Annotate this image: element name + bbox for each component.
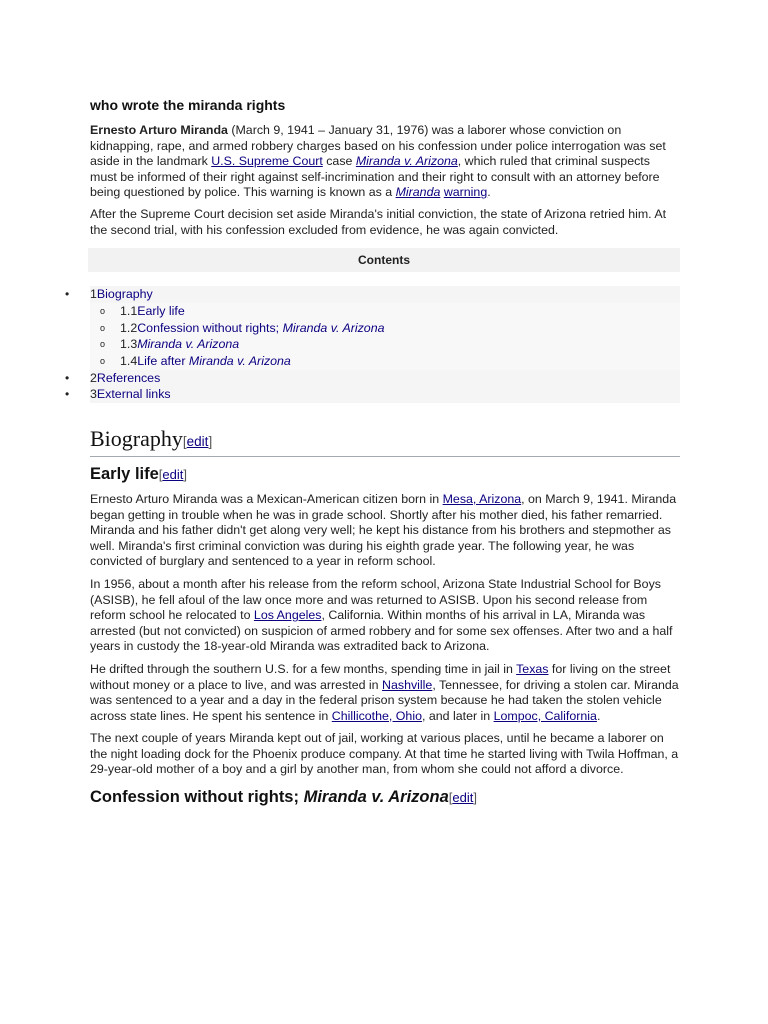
link-miranda[interactable]: Miranda	[395, 185, 441, 200]
edit-early-life-link[interactable]: edit	[162, 466, 184, 482]
bullet-icon: o	[100, 355, 106, 366]
bullet-icon: o	[100, 322, 106, 333]
section-heading-early-life: Early life[edit]	[90, 464, 188, 483]
intro-paragraph: Ernesto Arturo Miranda (March 9, 1941 – January 31, 1976) was a laborer whose conviction on kidnapping, rape, and armed robbery charges based on his confession under police interrogation was set aside in the landmark U.S. Supreme Court case Miranda v. Arizona, which ruled that criminal suspects must be informed of their right against self-incrimination and their right to consult with an attorney before being questioned by police. This warning is known as a Miranda warning.	[90, 123, 666, 200]
section-heading-confession: Confession without rights; Miranda v. Arizona[edit]	[90, 788, 477, 807]
table-of-contents	[65, 286, 680, 403]
toc-link-external-links[interactable]: External links	[96, 387, 171, 402]
bullet-icon: o	[100, 339, 106, 350]
bullet-icon: o	[100, 305, 106, 316]
link-nashville[interactable]: Nashville	[382, 677, 433, 692]
bullet-icon: •	[65, 370, 70, 385]
toc-item-biography[interactable]: • 1Biography	[90, 286, 680, 303]
page-title: who wrote the miranda rights	[90, 97, 286, 113]
early-life-paragraph-3: He drifted through the southern U.S. for a few months, spending time in jail in Texas for living on the street without money or a place to live, and was arrested in Nashville, Tennessee, for driving a stolen car. Miranda was sentenced to a year and a day in the federal prison system because he had taken the stolen vehicle across state lines. He spent his sentence in Chillicothe, Ohio, and later in Lompoc, California.	[90, 661, 679, 723]
link-chillicothe-ohio[interactable]: Chillicothe, Ohio	[331, 708, 422, 723]
link-texas[interactable]: Texas	[516, 661, 549, 676]
toc-link-references[interactable]: References	[96, 370, 161, 385]
toc-link-miranda-v-arizona[interactable]: Miranda v. Arizona	[137, 337, 240, 352]
early-life-paragraph-1: Ernesto Arturo Miranda was a Mexican-American citizen born in Mesa, Arizona, on March 9, 1941. Miranda began getting in trouble when he was in grade school. Shortly after his mother died, his father remarried. Miranda and his father didn't get along very well; he kept his distance from his brothers and stepmother as well. Miranda's first criminal conviction was during his eighth grade year. The following year, he was convicted of burglary and sentenced to a year in reform school.	[90, 491, 677, 569]
article-content	[65, 96, 680, 815]
toc-item-external-links[interactable]: • 3External links	[90, 386, 680, 403]
link-los-angeles[interactable]: Los Angeles	[253, 608, 322, 623]
link-mesa-arizona[interactable]: Mesa, Arizona	[442, 491, 522, 506]
toc-heading: Contents	[88, 248, 680, 272]
link-warning[interactable]: warning	[443, 185, 488, 200]
bullet-icon: •	[65, 287, 70, 302]
toc-item-references[interactable]: • 2References	[90, 370, 680, 387]
toc-item-life-after[interactable]: o 1.4Life after Miranda v. Arizona	[90, 353, 680, 370]
edit-section-link: [edit]	[448, 790, 477, 806]
link-miranda-v-arizona[interactable]: Miranda v. Arizona	[355, 154, 458, 169]
toc-link-biography[interactable]: Biography	[96, 287, 153, 302]
toc-link-confession[interactable]: Confession without rights; Miranda v. Arizona	[137, 320, 385, 335]
toc-item-miranda-v-arizona[interactable]: o 1.3Miranda v. Arizona	[90, 336, 680, 353]
early-life-paragraph-2: In 1956, about a month after his release from the reform school, Arizona State Industrial School for Boys (ASISB), he fell afoul of the law once more and was returned to ASISB. Upon his second release from reform school he relocated to Los Angeles, California. Within months of his arrival in LA, Miranda was arrested (but not convicted) on suspicion of armed robbery and for some sex offenses. After two and a half years in custody the 18-year-old Miranda was extradited back to Arizona.	[90, 576, 673, 654]
toc-link-early-life[interactable]: Early life	[137, 303, 185, 318]
toc-item-confession[interactable]: o 1.2Confession without rights; Miranda v. Arizona	[90, 320, 680, 337]
section-heading-biography: Biography[edit]	[90, 427, 680, 457]
early-life-paragraph-4: The next couple of years Miranda kept out of jail, working at various places, until he became a laborer on the night loading dock for the Phoenix produce company. At that time he started living with Twila Hoffman, a 29-year-old mother of a boy and a girl by another man, from whom she could not afford a divorce.	[90, 731, 679, 777]
edit-confession-link[interactable]: edit	[452, 790, 474, 806]
link-us-supreme-court[interactable]: U.S. Supreme Court	[211, 154, 323, 169]
bullet-icon: •	[65, 387, 70, 402]
toc-link-life-after[interactable]: Life after Miranda v. Arizona	[137, 353, 291, 368]
toc-item-early-life[interactable]: o 1.1Early life	[90, 303, 680, 320]
intro-paragraph-2: After the Supreme Court decision set aside Miranda's initial conviction, the state of Arizona retried him. At the second trial, with his confession excluded from evidence, he was again convicted.	[90, 206, 667, 237]
edit-section-link: [edit]	[158, 466, 188, 482]
link-lompoc-california[interactable]: Lompoc, California	[493, 708, 597, 723]
edit-biography-link[interactable]: edit	[186, 433, 209, 449]
edit-section-link: [edit]	[182, 433, 213, 449]
subject-name: Ernesto Arturo Miranda	[90, 123, 228, 137]
